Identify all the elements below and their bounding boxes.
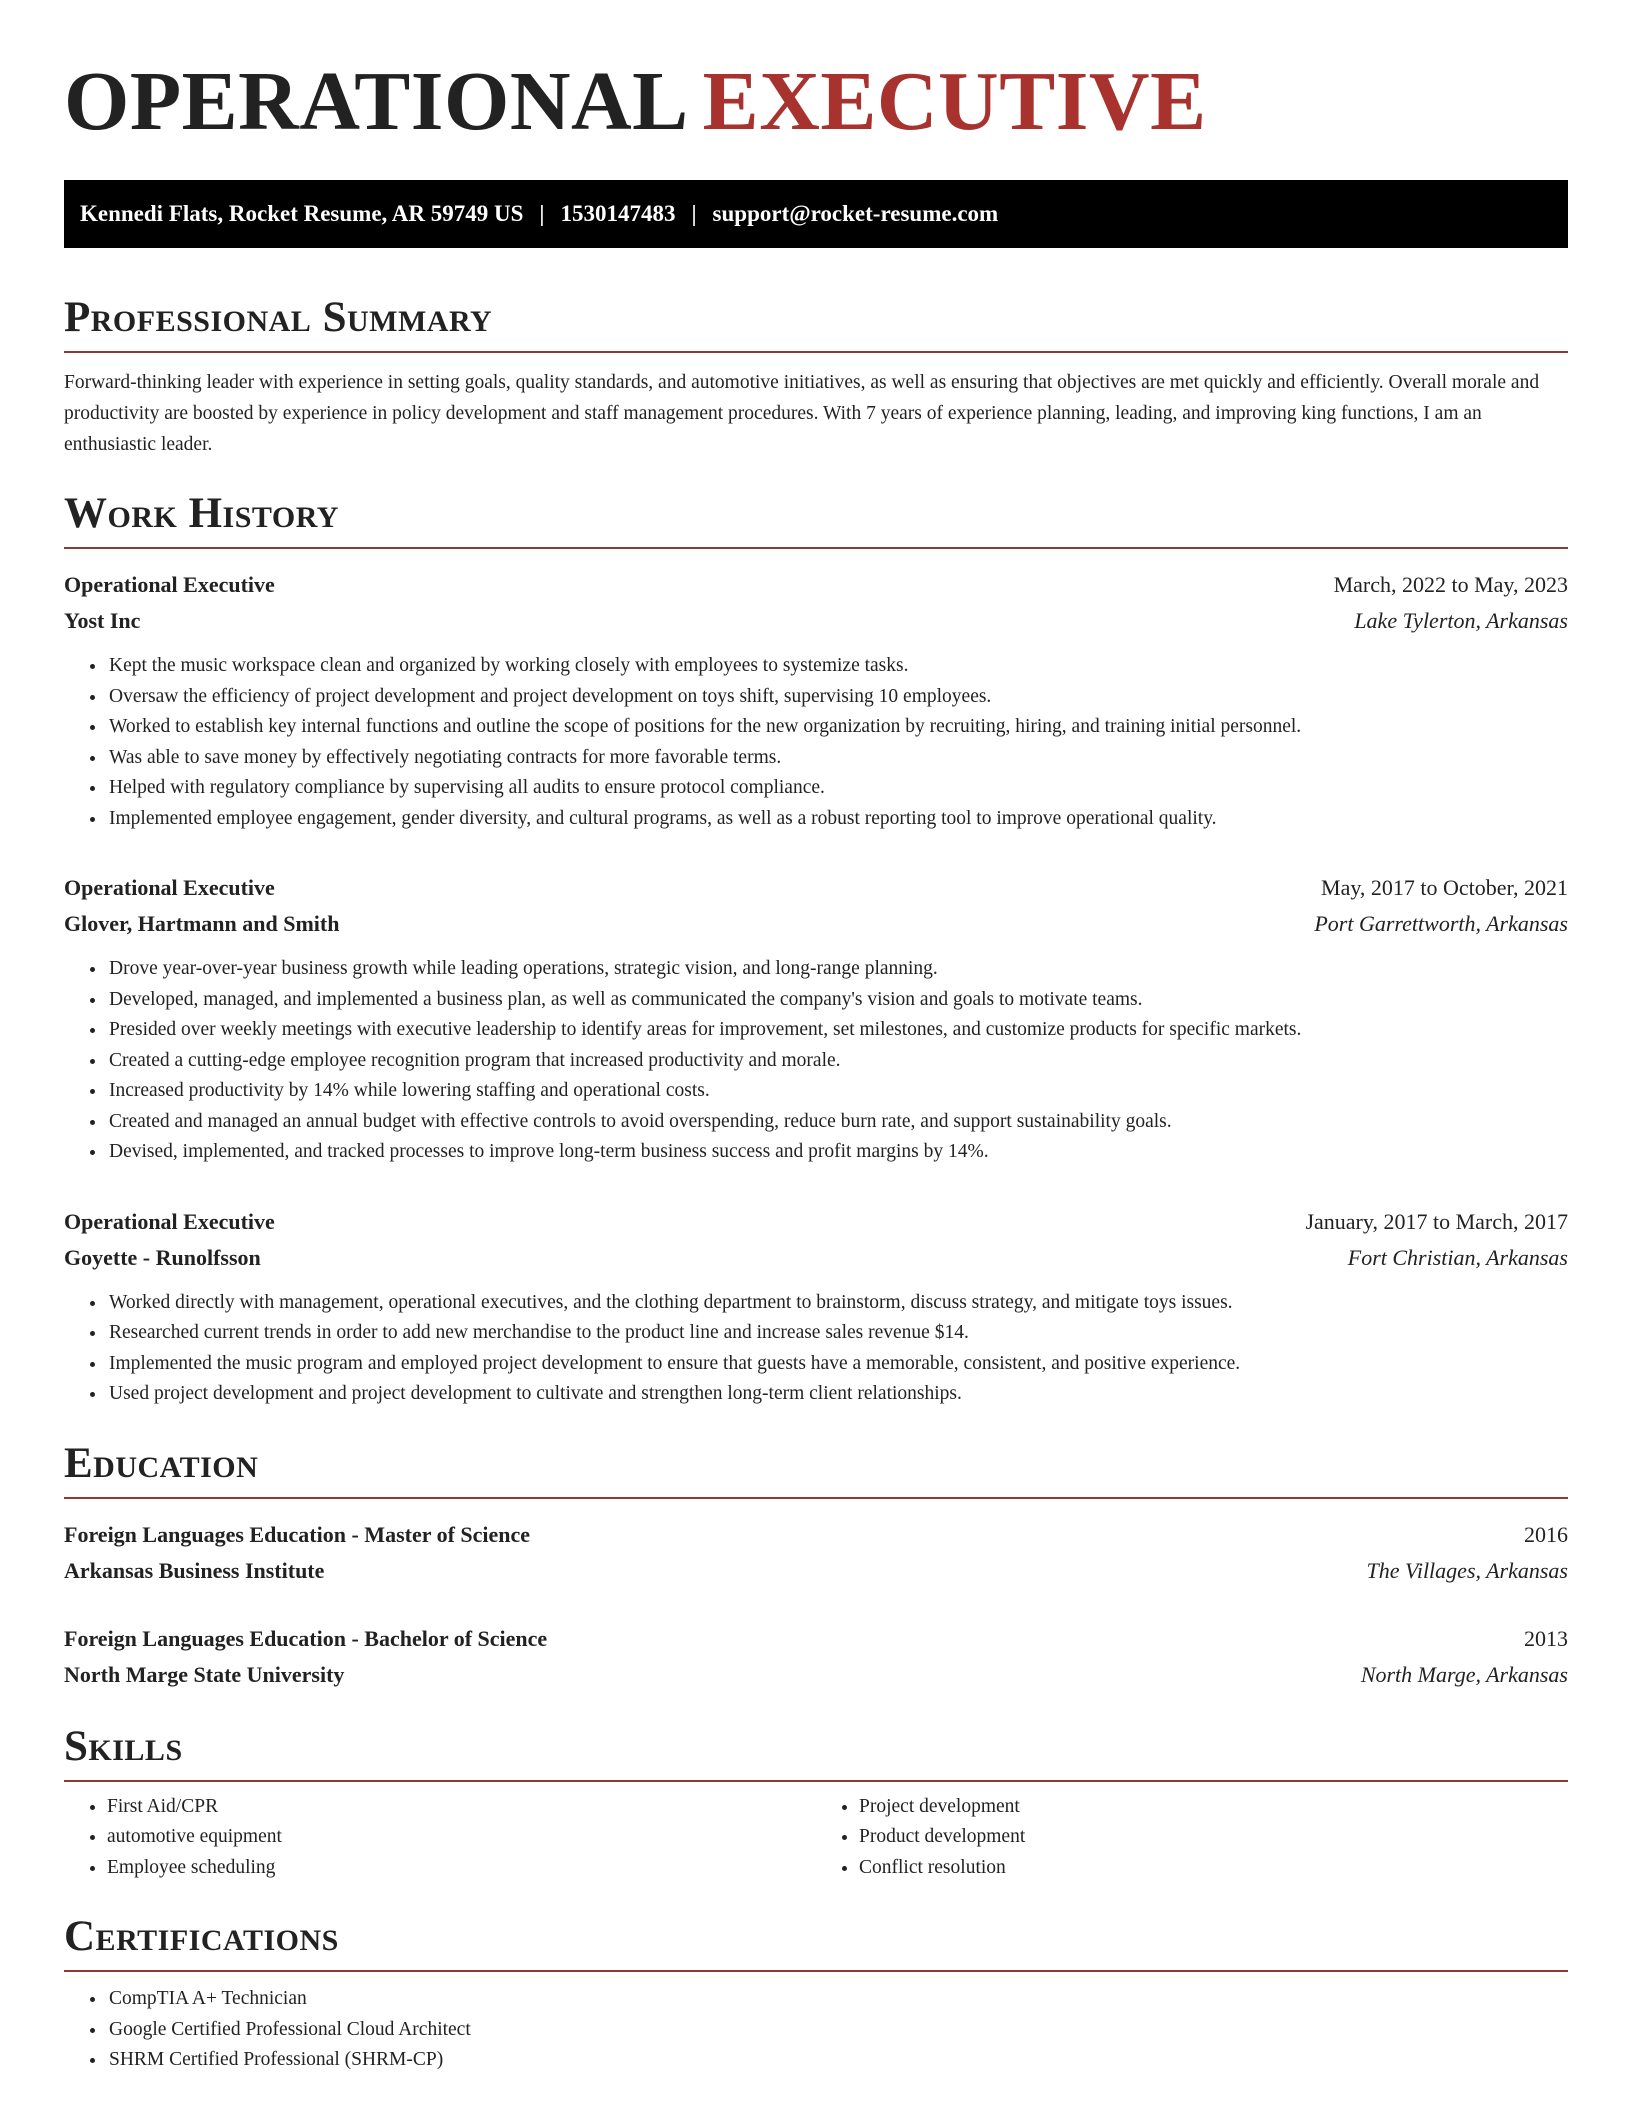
contact-email: support@rocket-resume.com <box>712 201 999 226</box>
name-first: OPERATIONAL <box>64 55 689 148</box>
job-subheader <box>64 906 1568 942</box>
education-header <box>64 1517 1568 1553</box>
job-bullet: • Drove year-over-year business growth while leading operations, strategic vision, and long-range planning. <box>107 954 1568 985</box>
skill-item: • automotive equipment <box>107 1822 816 1853</box>
education-entry <box>64 1621 1568 1693</box>
education-location: North Marge, Arkansas <box>1360 1661 1568 1687</box>
skill-item: • Project development <box>859 1792 1568 1823</box>
job-company: Glover, Hartmann and Smith <box>64 911 340 936</box>
job-bullets <box>64 651 1568 834</box>
certification-item: • SHRM Certified Professional (SHRM-CP) <box>107 2045 1568 2076</box>
job-bullet: • Implemented employee engagement, gender diversity, and cultural programs, as well as a robust reporting tool to improve operational quality. <box>107 804 1568 835</box>
job-bullet: • Presided over weekly meetings with executive leadership to identify areas for improvement, set milestones, and customize products for specific markets. <box>107 1015 1568 1046</box>
section-title-certifications: Certifications <box>64 1909 1568 1972</box>
job-bullet: • Increased productivity by 14% while lowering staffing and operational costs. <box>107 1076 1568 1107</box>
name-last: EXECUTIVE <box>702 55 1207 148</box>
job-entry <box>64 567 1568 834</box>
job-bullet: • Developed, managed, and implemented a business plan, as well as communicated the company's vision and goals to motivate teams. <box>107 985 1568 1016</box>
education-location: The Villages, Arkansas <box>1366 1557 1568 1583</box>
education-entry <box>64 1517 1568 1589</box>
job-company: Yost Inc <box>64 608 141 633</box>
job-dates: January, 2017 to March, 2017 <box>1305 1208 1568 1234</box>
job-role: Operational Executive <box>64 875 275 900</box>
section-title-skills: Skills <box>64 1719 1568 1782</box>
contact-separator: | <box>691 201 697 226</box>
job-bullet: • Implemented the music program and employed project development to ensure that guests have a memorable, consistent, and positive experience. <box>107 1349 1568 1380</box>
education-school: Arkansas Business Institute <box>64 1557 325 1583</box>
job-bullet: • Created and managed an annual budget with effective controls to avoid overspending, reduce burn rate, and support sustainability goals. <box>107 1107 1568 1138</box>
education-year: 2016 <box>1524 1521 1568 1547</box>
job-dates: March, 2022 to May, 2023 <box>1333 572 1568 597</box>
contact-separator: | <box>539 201 545 226</box>
education-school: North Marge State University <box>64 1661 345 1687</box>
job-bullet: • Researched current trends in order to add new merchandise to the product line and increase sales revenue $14. <box>107 1318 1568 1349</box>
job-bullet: • Devised, implemented, and tracked processes to improve long-term business success and profit margins by 14%. <box>107 1137 1568 1168</box>
job-company: Goyette - Runolfsson <box>64 1244 261 1270</box>
contact-address: Kennedi Flats, Rocket Resume, AR 59749 US <box>80 201 524 226</box>
certification-item: • CompTIA A+ Technician <box>107 1984 1568 2015</box>
job-bullet: • Created a cutting-edge employee recognition program that increased productivity and morale. <box>107 1046 1568 1077</box>
job-subheader <box>64 1240 1568 1276</box>
job-bullet: • Used project development and project development to cultivate and strengthen long-term client relationships. <box>107 1379 1568 1410</box>
skill-item: • First Aid/CPR <box>107 1792 816 1823</box>
skills-grid <box>64 1792 1568 1884</box>
contact-phone: 1530147483 <box>560 201 676 226</box>
education-year: 2013 <box>1524 1625 1568 1651</box>
job-location: Port Garrettworth, Arkansas <box>1314 911 1568 936</box>
section-title-education: Education <box>64 1436 1568 1499</box>
job-entry <box>64 870 1568 1168</box>
job-header <box>64 567 1568 603</box>
job-bullets <box>64 954 1568 1168</box>
job-role: Operational Executive <box>64 572 275 597</box>
job-bullet: • Worked directly with management, operational executives, and the clothing department to brainstorm, discuss strategy, and mitigate toys issues. <box>107 1288 1568 1319</box>
education-subheader <box>64 1553 1568 1589</box>
certifications-list <box>64 1984 1568 2076</box>
job-bullet: • Worked to establish key internal functions and outline the scope of positions for the new organization by recruiting, hiring, and training initial personnel. <box>107 712 1568 743</box>
job-header <box>64 870 1568 906</box>
education-subheader <box>64 1657 1568 1693</box>
skill-item: • Product development <box>859 1822 1568 1853</box>
job-role: Operational Executive <box>64 1208 275 1234</box>
job-location: Lake Tylerton, Arkansas <box>1354 608 1568 633</box>
resume-name <box>64 0 1568 150</box>
job-bullet: • Was able to save money by effectively negotiating contracts for more favorable terms. <box>107 743 1568 774</box>
education-degree: Foreign Languages Education - Master of Science <box>64 1521 531 1547</box>
contact-bar <box>64 180 1568 248</box>
education-degree: Foreign Languages Education - Bachelor of Science <box>64 1625 548 1651</box>
section-title-summary: Professional Summary <box>64 290 1568 353</box>
education-header <box>64 1621 1568 1657</box>
job-bullet: • Kept the music workspace clean and organized by working closely with employees to systemize tasks. <box>107 651 1568 682</box>
skills-column-left <box>64 1792 816 1884</box>
job-bullet: • Helped with regulatory compliance by supervising all audits to ensure protocol compliance. <box>107 773 1568 804</box>
skill-item: • Conflict resolution <box>859 1853 1568 1884</box>
job-entry <box>64 1204 1568 1410</box>
job-bullets <box>64 1288 1568 1410</box>
section-title-work-history: Work History <box>64 486 1568 549</box>
job-bullet: • Oversaw the efficiency of project development and project development on toys shift, supervising 10 employees. <box>107 682 1568 713</box>
summary-text: Forward-thinking leader with experience in setting goals, quality standards, and automotive initiatives, as well as ensuring that objectives are met quickly and efficiently. Overall morale and productivity are boosted by experience in policy development and staff management procedures. With 7 years of experience planning, leading, and improving king functions, I am an enthusiastic leader. <box>64 372 1540 455</box>
skills-column-right <box>816 1792 1568 1884</box>
certification-item: • Google Certified Professional Cloud Architect <box>107 2015 1568 2046</box>
job-dates: May, 2017 to October, 2021 <box>1321 875 1568 900</box>
job-location: Fort Christian, Arkansas <box>1347 1244 1568 1270</box>
job-header <box>64 1204 1568 1240</box>
skill-item: • Employee scheduling <box>107 1853 816 1884</box>
job-subheader <box>64 603 1568 639</box>
